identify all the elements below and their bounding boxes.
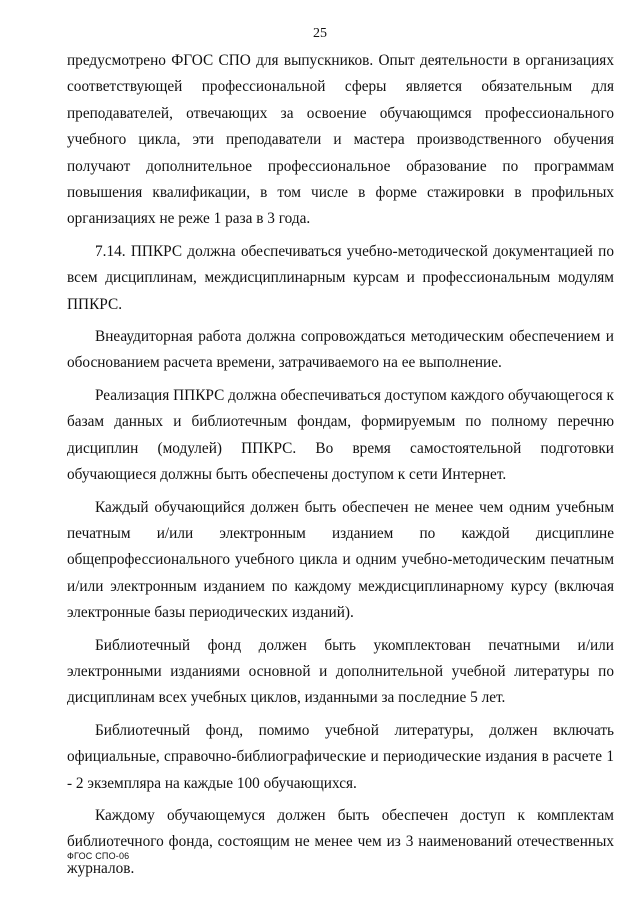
footer-code: ФГОС СПО-06	[67, 851, 130, 861]
paragraph-library-fund: Библиотечный фонд должен быть укомплектован печатными и/или электронными изданиями основной и дополнительной учебной литературы по дисциплинам всех учебных циклов, изданными за последние 5 лет.	[67, 636, 614, 707]
paragraph-publications: Каждый обучающийся должен быть обеспечен не менее чем одним учебным печатным и/или электронным изданием по каждой дисциплине общепрофессионального учебного цикла и одним учебно-методическим печатным и/или электронным изданием по каждому междисциплинарному курсу (включая электронные базы периодических изданий).	[67, 498, 614, 622]
body-text	[67, 48, 614, 882]
page-number: 25	[313, 26, 327, 41]
paragraph-journals-access: Каждому обучающемуся должен быть обеспечен доступ к комплектам библиотечного фонда, состоящим не менее чем из 3 наименований отечественных журналов.	[67, 806, 614, 877]
paragraph-extracurricular-work: Внеаудиторная работа должна сопровождаться методическим обеспечением и обоснованием расчета времени, затрачиваемого на ее выполнение.	[67, 328, 614, 372]
paragraph-continuation: предусмотрено ФГОС СПО для выпускников. Опыт деятельности в организациях соответствующей профессиональной сферы является обязательным для преподавателей, отвечающих за освоение обучающимся профессионального учебного цикла, эти преподаватели и мастера производственного обучения получают дополнительное профессиональное образование по программам повышения квалификации, в том числе в форме стажировки в профильных организациях не реже 1 раза в 3 года.	[67, 52, 614, 228]
paragraph-library-reference: Библиотечный фонд, помимо учебной литературы, должен включать официальные, справочно-библиографические и периодические издания в расчете 1 - 2 экземпляра на каждые 100 обучающихся.	[67, 721, 614, 792]
paragraph-database-access: Реализация ППКРС должна обеспечиваться доступом каждого обучающегося к базам данных и библиотечным фондам, формируемым по полному перечню дисциплин (модулей) ППКРС. Во время самостоятельной подготовки обучающиеся должны быть обеспечены доступом к сети Интернет.	[67, 386, 614, 484]
paragraph-section-7-14: 7.14. ППКРС должна обеспечиваться учебно-методической документацией по всем дисциплинам, междисциплинарным курсам и профессиональным модулям ППКРС.	[67, 242, 614, 313]
